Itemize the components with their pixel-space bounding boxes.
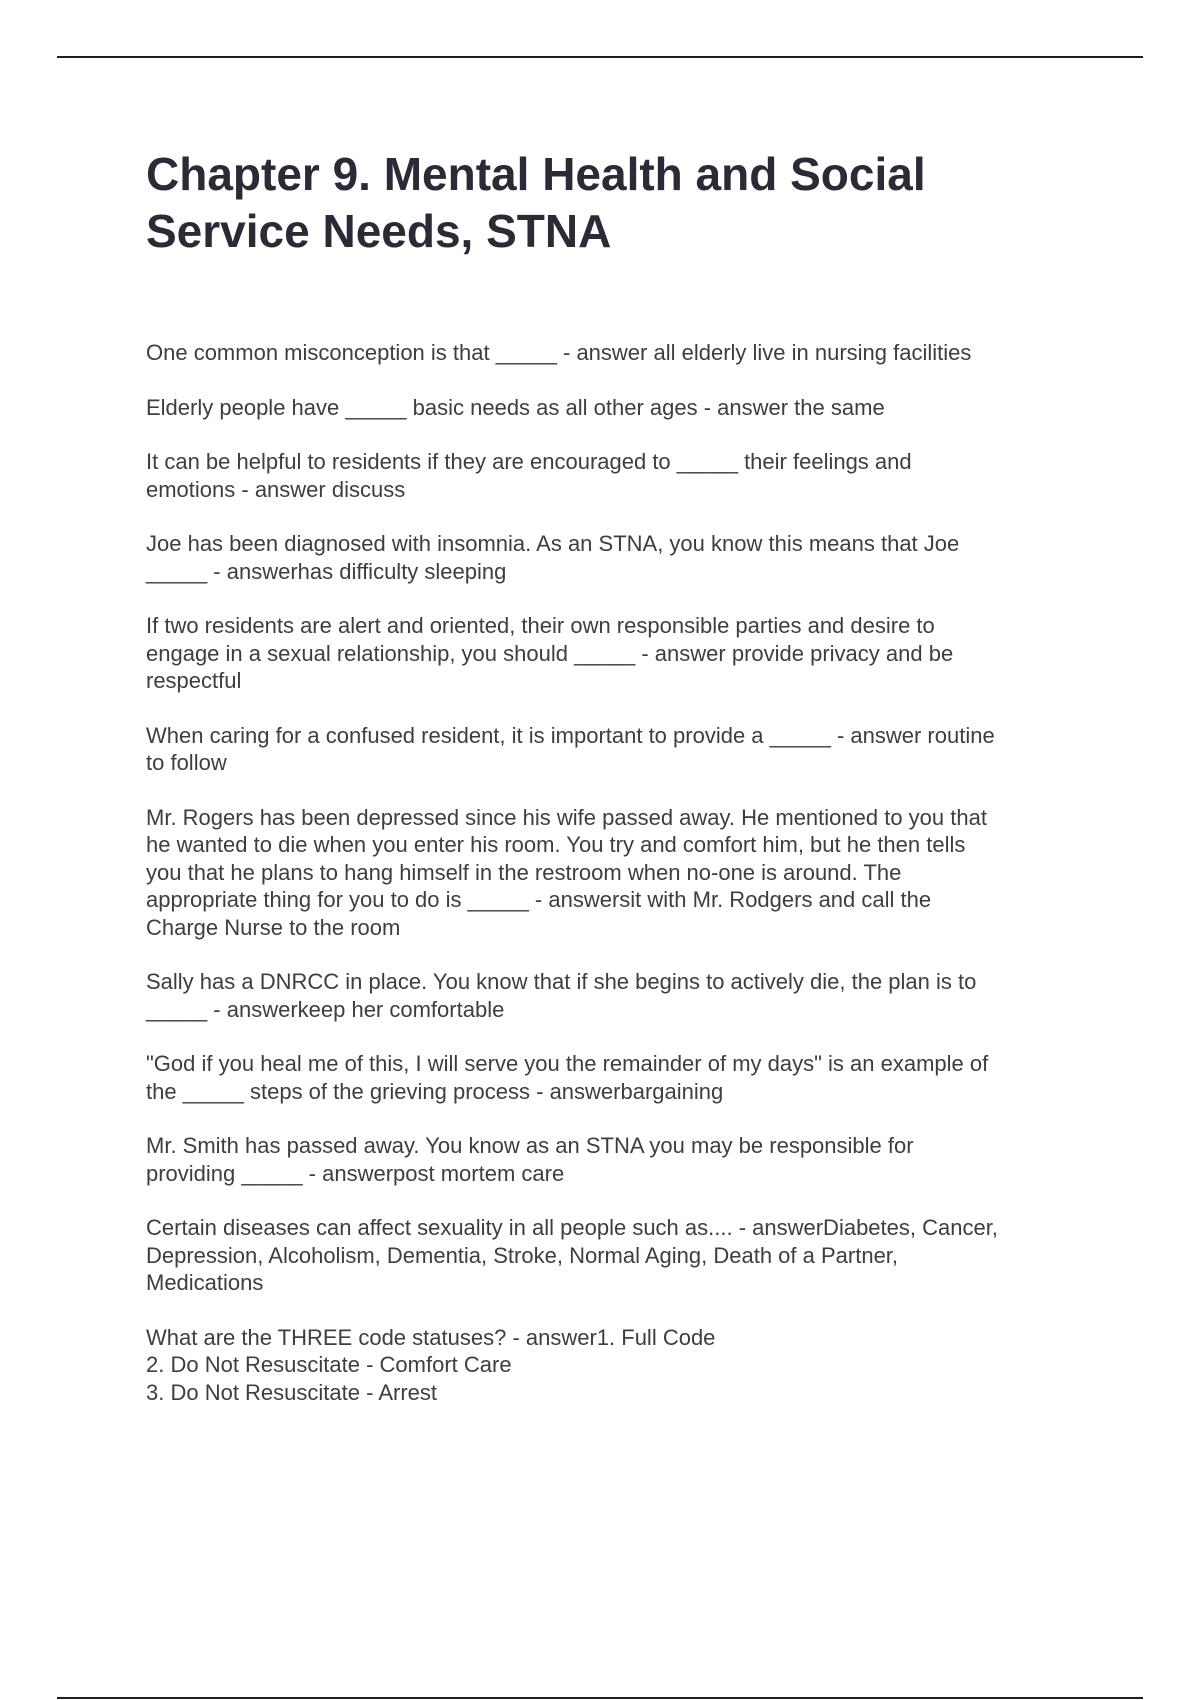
qa-item: Joe has been diagnosed with insomnia. As an STNA, you know this means that Joe _____ - answerhas difficulty sleeping [146, 531, 960, 584]
qa-item: When caring for a confused resident, it is important to provide a _____ - answer routine to follow [146, 722, 995, 775]
page-title: Chapter 9. Mental Health and Social Service Needs, STNA [146, 148, 926, 257]
qa-item: One common misconception is that _____ - answer all elderly live in nursing facilities [146, 340, 972, 365]
qa-item: Mr. Rogers has been depressed since his wife passed away. He mentioned to you that he wanted to die when you enter his room. You try and comfort him, but he then tells you that he plans to hang himself in the restroom when no-one is around. The appropriate thing for you to do is _____ - answersit with Mr. Rodgers and call the Charge Nurse to the room [146, 804, 987, 940]
qa-item: Mr. Smith has passed away. You know as an STNA you may be responsible for providing _____ - answerpost mortem care [146, 1133, 914, 1186]
qa-item: If two residents are alert and oriented, their own responsible parties and desire to engage in a sexual relationship, you should _____ - answer provide privacy and be respectful [146, 613, 954, 693]
bottom-rule [57, 1697, 1143, 1699]
qa-item: What are the THREE code statuses? - answer1. Full Code 2. Do Not Resuscitate - Comfort Care 3. Do Not Resuscitate - Arrest [146, 1324, 716, 1405]
qa-item: Elderly people have _____ basic needs as all other ages - answer the same [146, 394, 885, 420]
qa-item: "God if you heal me of this, I will serve you the remainder of my days" is an example of the _____ steps of the grieving process - answerbargaining [146, 1051, 989, 1104]
top-rule [57, 56, 1143, 58]
qa-list [146, 339, 1096, 1433]
qa-item: It can be helpful to residents if they are encouraged to _____ their feelings and emotions - answer discuss [146, 449, 912, 502]
qa-item: Sally has a DNRCC in place. You know that if she begins to actively die, the plan is to _____ - answerkeep her comfortable [146, 969, 977, 1022]
qa-item: Certain diseases can affect sexuality in all people such as.... - answerDiabetes, Cancer, Depression, Alcoholism, Dementia, Stroke, Normal Aging, Death of a Partner, Medications [146, 1215, 998, 1295]
